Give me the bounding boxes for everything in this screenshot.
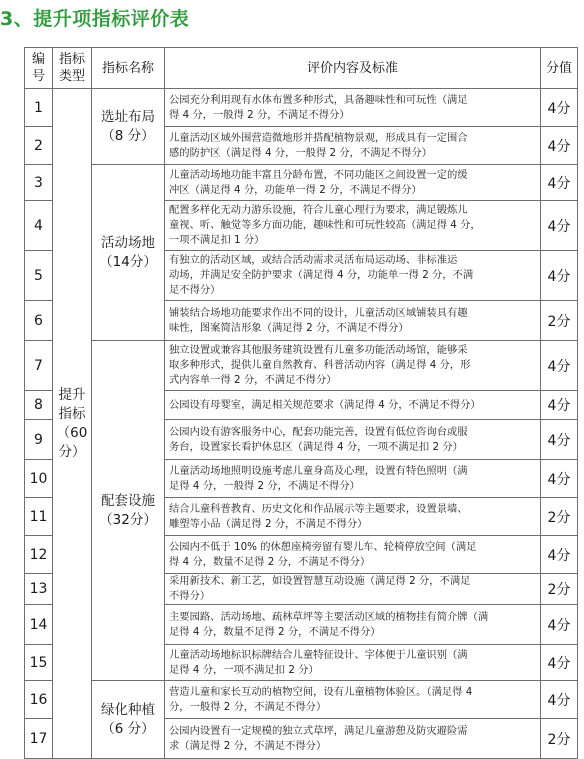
score-value: 4分 — [541, 681, 578, 719]
score-value: 2分 — [541, 574, 578, 605]
row-number: 15 — [25, 645, 53, 681]
table-row — [25, 89, 578, 127]
row-number: 9 — [25, 420, 53, 460]
table-row — [25, 341, 578, 391]
criteria-text: 营造儿童和家长互动的植物空间，设有儿童植物体验区。（满足得 4 分，一般得 2 分，不满足不得分） — [165, 681, 541, 719]
header-name: 指标名称 — [92, 48, 165, 89]
row-number: 8 — [25, 391, 53, 420]
score-value: 4分 — [541, 605, 578, 645]
header-criteria: 评价内容及标准 — [165, 48, 541, 89]
indicator-name: 配套设施 （32分） — [92, 341, 165, 681]
row-number: 6 — [25, 301, 53, 341]
row-number: 5 — [25, 251, 53, 301]
evaluation-table — [24, 47, 578, 759]
category-cell: 提升 指标 （60 分） — [53, 89, 92, 759]
score-value: 4分 — [541, 536, 578, 574]
header-score: 分值 — [541, 48, 578, 89]
indicator-name: 绿化种植 （6 分） — [92, 681, 165, 759]
header-category: 指标 类型 — [53, 48, 92, 89]
table-row — [25, 681, 578, 719]
page-title: 3、提升项指标评价表 — [0, 8, 190, 30]
criteria-text: 儿童活动场地照明设施考虑儿童身高及心理，设置有特色照明（满 足得 4 分，一般得 2 分，不满足不得分） — [165, 460, 541, 498]
score-value: 2分 — [541, 719, 578, 759]
row-number: 16 — [25, 681, 53, 719]
header-number: 编 号 — [25, 48, 53, 89]
criteria-text: 配置多样化无动力游乐设施，符合儿童心理行为要求，满足锻炼儿 童视、听、触觉等多方面功能，趣味性和可玩性较高（满足得 4 分， 一项不满足扣 1 分） — [165, 201, 541, 251]
header-row — [25, 48, 578, 89]
criteria-text: 结合儿童科普教育、历史文化和作品展示等主题要求，设置景墙、 雕塑等小品（满足得 2 分，不满足不得分） — [165, 498, 541, 536]
row-number: 12 — [25, 536, 53, 574]
score-value: 4分 — [541, 201, 578, 251]
criteria-text: 采用新技术、新工艺，如设置智慧互动设施（满足得 2 分，不满足 不得分） — [165, 574, 541, 605]
criteria-text: 公园设有母婴室，满足相关规范要求（满足得 4 分，不满足不得分） — [165, 391, 541, 420]
criteria-text: 独立设置或兼容其他服务建筑设置有儿童多功能活动场馆，能够采 取多种形式，提供儿童自然教育、科普活动内容（满足得 4 分，形 式内容单一得 2 分，不满足不得分） — [165, 341, 541, 391]
score-value: 4分 — [541, 645, 578, 681]
score-value: 4分 — [541, 165, 578, 201]
score-value: 4分 — [541, 127, 578, 165]
row-number: 4 — [25, 201, 53, 251]
score-value: 4分 — [541, 251, 578, 301]
indicator-name: 活动场地 （14分） — [92, 165, 165, 341]
score-value: 4分 — [541, 391, 578, 420]
criteria-text: 公园内不低于 10% 的休憩座椅旁留有婴儿车、轮椅停放空间（满足 得 4 分，数量不足得 2 分，不满足不得分） — [165, 536, 541, 574]
score-value: 4分 — [541, 341, 578, 391]
criteria-text: 儿童活动场地标识标牌结合儿童特征设计、字体便于儿童识别（满 足得 4 分，一项不满足扣 2 分） — [165, 645, 541, 681]
row-number: 10 — [25, 460, 53, 498]
score-value: 4分 — [541, 460, 578, 498]
row-number: 1 — [25, 89, 53, 127]
criteria-text: 公园充分利用现有水体布置多种形式，具备趣味性和可玩性（满足 得 4 分，一般得 2 分，不满足不得分） — [165, 89, 541, 127]
row-number: 7 — [25, 341, 53, 391]
row-number: 14 — [25, 605, 53, 645]
criteria-text: 铺装结合场地功能要求作出不同的设计，儿童活动区域铺装具有趣 味性，图案简洁形象（满足得 2 分，不满足不得分） — [165, 301, 541, 341]
table-row — [25, 165, 578, 201]
row-number: 2 — [25, 127, 53, 165]
score-value: 2分 — [541, 301, 578, 341]
row-number: 13 — [25, 574, 53, 605]
score-value: 2分 — [541, 498, 578, 536]
criteria-text: 公园内设有游客服务中心，配套功能完善，设置有低位咨询台或服 务台，设置家长看护休息区（满足得 4 分，一项不满足扣 2 分） — [165, 420, 541, 460]
score-value: 4分 — [541, 420, 578, 460]
row-number: 3 — [25, 165, 53, 201]
row-number: 11 — [25, 498, 53, 536]
criteria-text: 儿童活动场地功能丰富且分龄布置，不同功能区之间设置一定的缓 冲区（满足得 4 分，功能单一得 2 分，不满足不得分） — [165, 165, 541, 201]
indicator-name: 选址布局 （8 分） — [92, 89, 165, 165]
score-value: 4分 — [541, 89, 578, 127]
criteria-text: 有独立的活动区域，或结合活动需求灵活布局运动场、非标准运 动场，并满足安全防护要求（满足得 4 分，功能单一得 2 分，不满 足不得分） — [165, 251, 541, 301]
criteria-text: 儿童活动区域外围营造微地形并搭配植物景观，形成具有一定围合 感的防护区（满足得 4 分，一般得 2 分，不满足不得分） — [165, 127, 541, 165]
criteria-text: 主要园路、活动场地、疏林草坪等主要活动区域的植物挂有简介牌（满 足得 4 分，数量不足得 2 分，不满足不得分） — [165, 605, 541, 645]
criteria-text: 公园内设置有一定规模的独立式草坪，满足儿童游憩及防灾避险需 求（满足得 2 分，不满足不得分） — [165, 719, 541, 759]
row-number: 17 — [25, 719, 53, 759]
